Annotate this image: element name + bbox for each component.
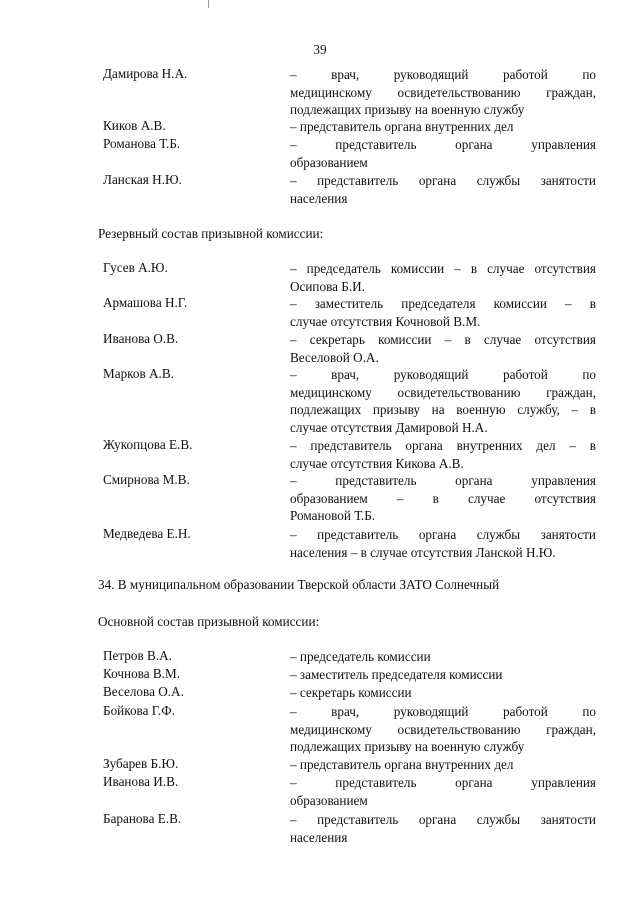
scan-mark <box>208 0 209 8</box>
main-heading: Основной состав призывной комиссии: <box>98 614 320 629</box>
member-name: Петров В.А. <box>103 648 172 663</box>
member-name: Дамирова Н.А. <box>103 66 188 81</box>
role-line: Веселовой О.А. <box>290 349 379 365</box>
member-name: Медведева Е.Н. <box>103 526 191 541</box>
member-role <box>290 172 596 207</box>
role-line: населения <box>290 829 348 845</box>
role-line: населения <box>290 190 348 206</box>
member-role <box>290 437 596 472</box>
member-role <box>290 684 596 702</box>
role-line: – заместитель председателя комиссии – в <box>290 296 596 311</box>
member-role <box>290 756 596 774</box>
role-line: – заместитель председателя комиссии <box>290 667 503 682</box>
role-line: образованием – в случае отсутствия <box>290 490 596 506</box>
role-line: – секретарь комиссии – в случае отсутствия <box>290 332 596 347</box>
page-number: 39 <box>313 42 327 57</box>
role-line: – представитель органа внутренних дел <box>290 119 514 134</box>
role-line: случае отсутствия Кочновой В.М. <box>290 313 481 329</box>
role-line: подлежащих призыву на военную службу, – в <box>290 402 596 417</box>
role-line: – представитель органа управления <box>290 775 596 790</box>
member-name: Иванова О.В. <box>103 331 179 346</box>
role-line: случае отсутствия Дамировой Н.А. <box>290 419 488 435</box>
role-line: – представитель органа управления <box>290 473 596 488</box>
member-name: Кочнова В.М. <box>103 666 180 681</box>
member-role <box>290 295 596 330</box>
member-name: Иванова И.В. <box>103 774 179 789</box>
member-role <box>290 526 596 561</box>
member-name: Жукопцова Е.В. <box>103 437 193 452</box>
member-name: Армашова Н.Г. <box>103 295 188 310</box>
member-name: Ланская Н.Ю. <box>103 172 182 187</box>
role-line: подлежащих призыву на военную службу <box>290 102 525 117</box>
member-role <box>290 260 596 295</box>
role-line: – председатель комиссии – в случае отсутствия <box>290 261 596 276</box>
member-role <box>290 666 596 684</box>
role-line: медицинскому освидетельствованию граждан, <box>290 384 596 400</box>
role-line: – врач, руководящий работой по <box>290 367 596 382</box>
member-role <box>290 811 596 846</box>
section-heading: 34. В муниципальном образовании Тверской области ЗАТО Солнечный <box>98 577 500 592</box>
role-line: образованием <box>290 154 368 170</box>
member-role <box>290 331 596 366</box>
role-line: – представитель органа внутренних дел <box>290 757 514 772</box>
role-line: населения – в случае отсутствия Ланской Н.Ю. <box>290 544 556 560</box>
member-name: Веселова О.А. <box>103 684 184 699</box>
member-role <box>290 366 596 436</box>
member-name: Баранова Е.В. <box>103 811 182 826</box>
role-line: образованием <box>290 792 368 808</box>
member-role <box>290 472 596 525</box>
role-line: Осипова Б.И. <box>290 278 365 294</box>
member-name: Марков А.В. <box>103 366 174 381</box>
member-role <box>290 648 596 666</box>
role-line: – секретарь комиссии <box>290 685 412 700</box>
role-line: – представитель органа службы занятости <box>290 812 596 827</box>
member-name: Киков А.В. <box>103 118 166 133</box>
member-name: Бойкова Г.Ф. <box>103 703 175 718</box>
member-name: Романова Т.Б. <box>103 136 181 151</box>
role-line: медицинскому освидетельствованию граждан, <box>290 84 596 100</box>
role-line: – врач, руководящий работой по <box>290 704 596 719</box>
role-line: – представитель органа внутренних дел – в <box>290 438 596 453</box>
role-line: случае отсутствия Кикова А.В. <box>290 455 464 471</box>
role-line: подлежащих призыву на военную службу <box>290 739 525 754</box>
role-line: Романовой Т.Б. <box>290 508 376 523</box>
member-name: Смирнова М.В. <box>103 472 190 487</box>
role-line: – представитель органа службы занятости <box>290 527 596 542</box>
member-role <box>290 703 596 756</box>
role-line: – представитель органа управления <box>290 137 596 152</box>
member-role <box>290 774 596 809</box>
member-role <box>290 66 596 119</box>
member-name: Гусев А.Ю. <box>103 260 168 275</box>
role-line: – врач, руководящий работой по <box>290 67 596 82</box>
member-name: Зубарев Б.Ю. <box>103 756 179 771</box>
member-role <box>290 136 596 171</box>
reserve-heading: Резервный состав призывной комиссии: <box>98 226 324 241</box>
member-role <box>290 118 596 136</box>
role-line: медицинскому освидетельствованию граждан, <box>290 721 596 737</box>
role-line: – председатель комиссии <box>290 649 431 664</box>
role-line: – представитель органа службы занятости <box>290 173 596 188</box>
